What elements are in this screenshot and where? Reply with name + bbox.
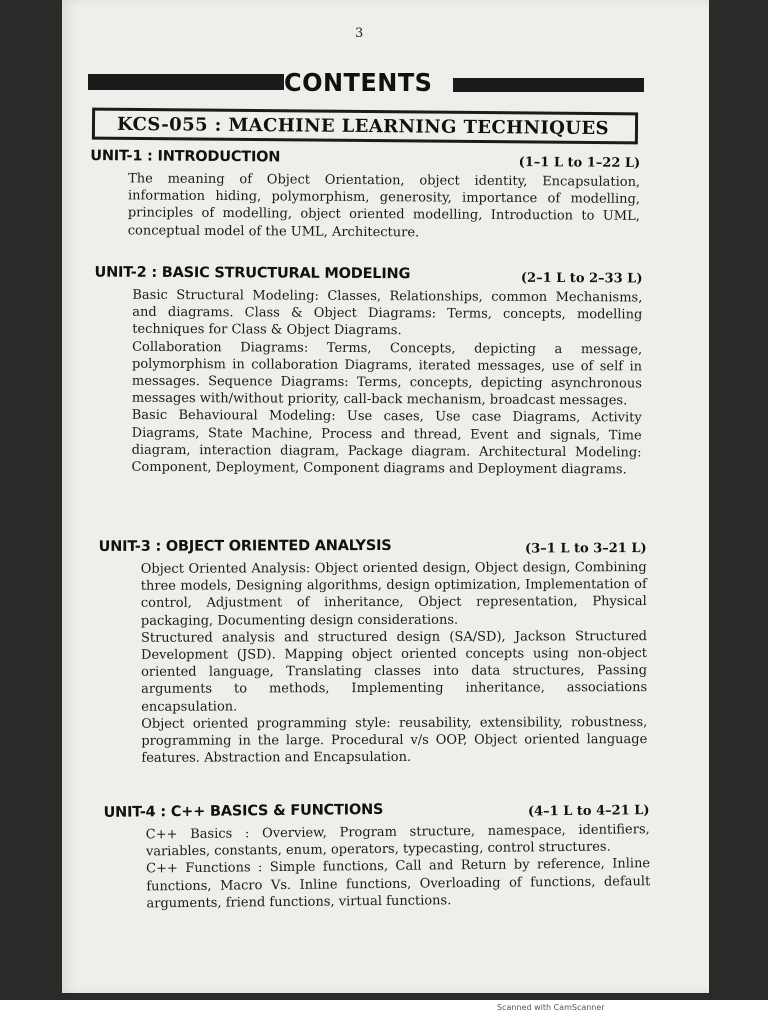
unit-paragraph: Basic Behavioural Modeling: Use cases, Use case Diagrams, Activity Diagrams, State Machine, Process and thread, Event and signals, Time diagram, interaction diagram, Package diagram. Architectural Modeling: Component, Deployment, Component diagrams and Deployment diagrams. xyxy=(131,408,642,478)
unit-paragraph: C++ Basics : Overview, Program structure, namespace, identifiers, variables, constants, enum, operators, typecasting, control structures. xyxy=(145,822,650,860)
scanner-watermark: Scanned with CamScanner xyxy=(497,1003,605,1012)
unit-page-range: (1–1 L to 1–22 L) xyxy=(518,155,641,171)
unit-paragraph: Structured analysis and structured design (SA/SD), Jackson Structured Development (JSD). Mapping object oriented concepts using non-object oriented language, Translating classes into data structures, Passing arguments to methods, Implementing inheritance, associations encapsulation. xyxy=(140,628,648,715)
unit-heading xyxy=(99,537,647,561)
unit-heading xyxy=(94,265,642,290)
page-number: 3 xyxy=(355,26,364,41)
unit-paragraph: Collaboration Diagrams: Terms, Concepts, depicting a message, polymorphism in collaboration Diagrams, iterated messages, use of self in messages. Sequence Diagrams: Terms, concepts, depicting asynchronous messages with/without priority, call-back mechanism, broadcast messages. xyxy=(131,339,643,409)
unit-title: UNIT-1 : INTRODUCTION xyxy=(90,148,281,166)
header-rule-left xyxy=(88,74,284,90)
unit-page-range: (3–1 L to 3–21 L) xyxy=(525,541,647,557)
course-title: KCS-055 : MACHINE LEARNING TECHNIQUES xyxy=(116,113,610,140)
unit-section-1 xyxy=(90,148,641,243)
unit-page-range: (4–1 L to 4–21 L) xyxy=(527,803,650,820)
unit-section-3 xyxy=(99,537,648,767)
unit-title: UNIT-3 : OBJECT ORIENTED ANALYSIS xyxy=(98,537,392,555)
unit-paragraph: Basic Structural Modeling: Classes, Relationships, common Mechanisms, and diagrams. Class & Object Diagrams: Terms, concepts, modelling techniques for Class & Object Diagrams. xyxy=(132,287,643,339)
course-title-box xyxy=(92,108,638,145)
header-rule-right xyxy=(453,78,644,92)
contents-title: CONTENTS xyxy=(284,68,433,97)
unit-paragraph: C++ Functions : Simple functions, Call and Return by reference, Inline functions, Macro Vs. Inline functions, Overloading of functions, default arguments, friend functions, virtual functions. xyxy=(146,856,651,912)
unit-heading xyxy=(90,148,640,174)
unit-title: UNIT-2 : BASIC STRUCTURAL MODELING xyxy=(94,264,411,283)
unit-title: UNIT-4 : C++ BASICS & FUNCTIONS xyxy=(103,801,384,821)
unit-section-4 xyxy=(103,799,650,913)
unit-page-range: (2–1 L to 2–33 L) xyxy=(520,270,643,287)
unit-paragraph: Object oriented programming style: reusability, extensibility, robustness, programming in the large. Procedural v/s OOP, Object oriented language features. Abstraction and Encapsulation. xyxy=(141,714,648,767)
contents-header xyxy=(88,68,644,102)
unit-paragraph: Object Oriented Analysis: Object oriented design, Object design, Combining three models, Designing algorithms, design optimization, Implementation of control, Adjustment of inheritance, Object representation, Physical packaging, Documenting design considerations. xyxy=(140,560,647,629)
unit-section-2 xyxy=(93,265,642,479)
unit-paragraph: The meaning of Object Orientation, object identity, Encapsulation, information hiding, polymorphism, generosity, importance of modelling, principles of modelling, object oriented modelling, Introduction to UML, conceptual model of the UML, Architecture. xyxy=(127,171,641,240)
